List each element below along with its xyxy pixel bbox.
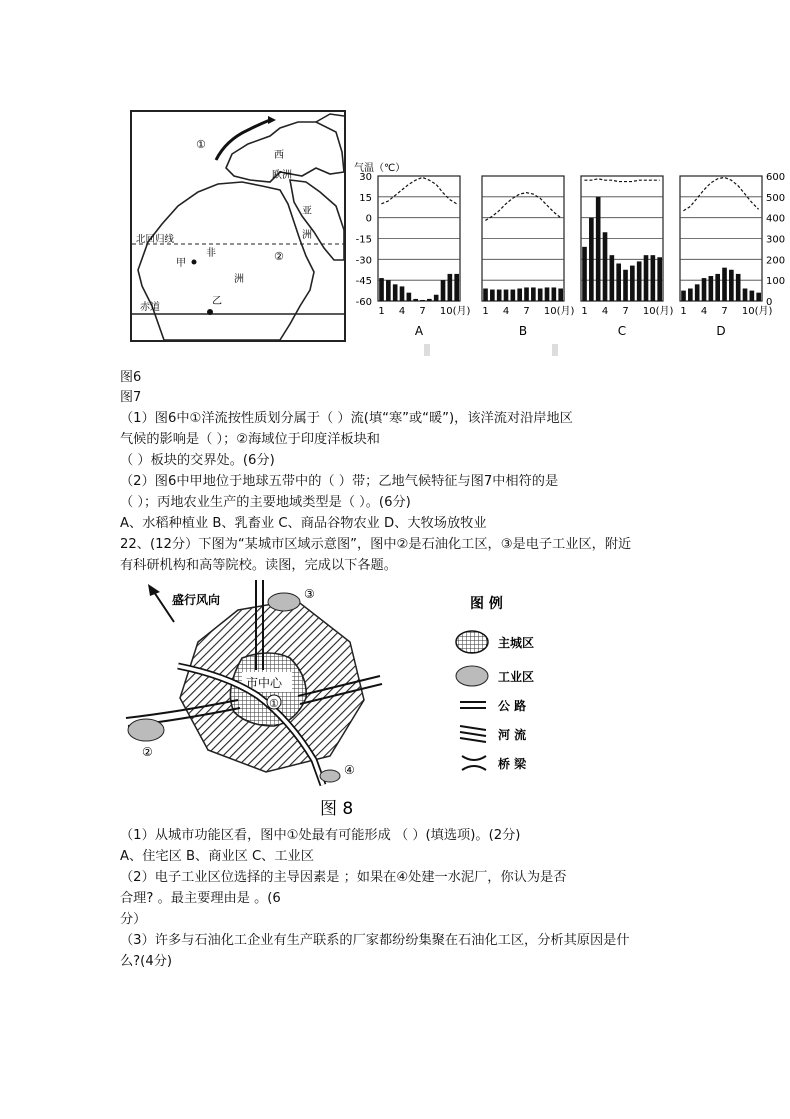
temp-tick-label: 30 (359, 172, 372, 183)
precip-bar (637, 261, 642, 301)
month-tick-label: 1 (378, 306, 385, 317)
precip-bar (524, 287, 529, 301)
panel-name: C (617, 324, 627, 338)
answer-options: A、水稻种植业 B、乳畜业 C、商品谷物农业 D、大牧场放牧业 (120, 516, 487, 531)
precip-bar (702, 278, 707, 301)
precip-bar (715, 274, 720, 301)
precip-bar (531, 287, 536, 301)
month-tick-label: 10(月) (439, 306, 471, 317)
precip-tick-label: 0 (766, 297, 773, 308)
figure6-caption: 图6 (120, 370, 142, 385)
precip-bar (497, 290, 502, 301)
point-yi-dot (207, 309, 213, 315)
precip-bar (434, 295, 439, 301)
question22-line: （3）许多与石油化工企业有生产联系的厂家都纷纷集聚在石油化工区，分析其原因是什 (120, 933, 630, 948)
city-center-label: 市中心 (246, 676, 283, 690)
month-tick-label: 1 (581, 306, 588, 317)
precip-tick-label: 500 (766, 192, 786, 204)
figure7-climate-charts (348, 158, 788, 346)
question22-line: （1）从城市功能区看，图中①处最有可能形成 （ ）(填选项)。(2分) (120, 828, 521, 843)
question-line: （2）图6中甲地位于地球五带中的（ ）带；乙地气候特征与图7中相符的是 (120, 474, 559, 489)
label-asia-1: 亚 (302, 206, 312, 217)
legend-label: 桥 梁 (498, 757, 527, 771)
precip-bar (538, 289, 543, 302)
month-tick-label: 10(月) (642, 306, 674, 317)
question22-line: 合理? 。最主要理由是 。(6 (120, 891, 281, 906)
legend-title: 图 例 (470, 596, 503, 612)
question22-line: 分） (120, 912, 147, 927)
precip-bar (651, 255, 656, 301)
figure7-caption: 图7 (120, 390, 142, 405)
precip-bar (756, 293, 761, 301)
legend-label: 主城区 (498, 636, 535, 650)
month-tick-label: 10(月) (741, 306, 773, 317)
precip-bar (681, 291, 686, 301)
panel-name: D (716, 324, 726, 338)
scan-mark (424, 344, 430, 356)
precip-bar (400, 286, 405, 301)
question-line: 气候的影响是（ ）；②海域位于印度洋板块和 (120, 432, 380, 447)
strait-marker-2: ② (274, 250, 284, 263)
zone-marker-4: ④ (344, 763, 355, 777)
precip-tick-labels (766, 172, 785, 308)
precip-tick-label: 200 (766, 255, 786, 267)
legend-label: 河 流 (498, 728, 527, 742)
industrial-zone-4 (320, 770, 340, 782)
precip-bar (413, 299, 418, 301)
question22-line: （2）电子工业区位选择的主导因素是 ；如果在④处建一水泥厂，你认为是否 (120, 870, 567, 885)
zone-marker-2: ② (142, 745, 153, 759)
label-asia-2: 洲 (302, 230, 312, 241)
legend-label: 公 路 (498, 699, 527, 713)
industrial-zone-3 (268, 593, 300, 611)
precip-bar (558, 289, 563, 302)
precip-bar (407, 293, 412, 301)
precip-bar (504, 290, 509, 301)
month-tick-label: 4 (502, 306, 510, 317)
month-tick-label: 1 (680, 306, 687, 317)
label-africa-2: 洲 (234, 274, 244, 285)
temp-tick-label: 0 (365, 213, 372, 225)
precip-tick-label: 300 (766, 234, 786, 246)
precip-tick-label: 600 (766, 172, 786, 183)
precip-bar (610, 255, 615, 301)
precip-bar (545, 287, 550, 301)
label-europe-2: 欧洲 (272, 170, 292, 181)
label-point-jia: 甲 (176, 258, 186, 269)
temp-tick-label: -45 (355, 276, 372, 288)
precip-bar (743, 289, 748, 302)
precip-bar (582, 247, 587, 301)
precip-bar (603, 232, 608, 301)
zone-marker-3: ③ (304, 587, 315, 601)
temp-tick-label: -60 (355, 297, 372, 308)
question22-options: A、住宅区 B、商业区 C、工业区 (120, 849, 314, 864)
month-tick-label: 7 (622, 306, 629, 317)
zone-marker-1: ① (269, 697, 279, 710)
precip-bar (448, 274, 453, 301)
question22-line: 么?(4分) (120, 954, 173, 969)
precip-bar (695, 284, 700, 301)
temp-axis-title: 气温（℃） (354, 163, 406, 174)
temp-tick-labels (356, 172, 372, 308)
label-tropic: 北回归线 (136, 234, 175, 245)
precip-bar (616, 264, 621, 302)
scan-mark (552, 344, 558, 356)
precip-bar (657, 257, 662, 301)
figure8-city-map (118, 580, 678, 820)
precip-bar (490, 290, 495, 301)
precip-bar (722, 268, 727, 301)
figure8-caption: 图 8 (320, 799, 354, 819)
panel-name: A (414, 324, 424, 338)
question22-intro-line1: 22、(12分）下图为“某城市区域示意图”，图中②是石油化工区，③是电子工业区，附近 (120, 537, 632, 552)
precip-bar (420, 300, 425, 301)
legend-industrial-area-icon (456, 666, 488, 686)
wind-direction-arrow (148, 584, 174, 622)
figure6-map (130, 110, 346, 342)
climate-panel-C (581, 176, 674, 338)
precip-tick-label: 400 (766, 213, 786, 225)
month-tick-label: 1 (482, 306, 489, 317)
precip-bar (644, 255, 649, 301)
precip-bar (688, 289, 693, 302)
precip-bar (729, 270, 734, 301)
month-tick-label: 10(月) (543, 306, 575, 317)
label-point-yi: 乙 (212, 296, 222, 307)
climate-panel-A (378, 176, 471, 338)
precip-bar (630, 266, 635, 301)
month-tick-label: 7 (523, 306, 530, 317)
precip-bar (596, 197, 601, 301)
legend-label: 工业区 (498, 670, 535, 684)
precip-bar (750, 291, 755, 301)
label-equator: 赤道 (140, 302, 160, 313)
precip-bar (379, 278, 384, 301)
question22-intro-line2: 有科研机构和高等院校。读图，完成以下各题。 (120, 558, 397, 573)
month-tick-label: 7 (721, 306, 728, 317)
legend-highway-icon (460, 702, 486, 708)
precip-tick-label: 100 (766, 276, 786, 288)
climate-panel-B (482, 176, 575, 338)
precip-bar (511, 290, 516, 301)
precip-bar (736, 274, 741, 301)
question-line: （ ）；丙地农业生产的主要地域类型是（ ）。(6分) (120, 495, 411, 510)
panel-name: B (518, 324, 528, 338)
legend-river-icon (460, 726, 486, 742)
legend-main-city-area-icon (456, 631, 488, 653)
month-tick-label: 7 (419, 306, 426, 317)
question-line: （ ）板块的交界处。(6分) (120, 453, 275, 468)
climate-panel-D (680, 176, 773, 338)
wind-label: 盛行风向 (172, 593, 221, 607)
month-tick-label: 4 (700, 306, 708, 317)
precip-bar (454, 274, 459, 301)
precip-bar (623, 270, 628, 301)
precip-bar (386, 280, 391, 301)
industrial-zone-2 (128, 719, 164, 741)
precip-bar (441, 280, 446, 301)
precip-bar (517, 289, 522, 302)
month-tick-label: 4 (601, 306, 609, 317)
legend-bridge-icon (462, 756, 486, 770)
current-marker-1: ① (196, 138, 206, 151)
precip-bar (552, 287, 557, 301)
temp-tick-label: -30 (355, 255, 372, 267)
precip-bar (483, 289, 488, 302)
month-tick-label: 4 (398, 306, 406, 317)
point-jia-dot (192, 260, 197, 265)
precip-bar (709, 276, 714, 301)
label-europe-1: 西 (274, 150, 284, 161)
precip-bar (393, 284, 398, 301)
question-line: （1）图6中①洋流按性质划分属于（ ）流(填“寒”或“暖”)，该洋流对沿岸地区 (120, 411, 573, 426)
precip-bar (589, 218, 594, 301)
label-africa-1: 非 (206, 248, 216, 259)
temp-tick-label: -15 (355, 234, 372, 246)
climate-panels (378, 176, 773, 338)
precip-bar (427, 299, 432, 301)
temp-tick-label: 15 (359, 192, 372, 204)
